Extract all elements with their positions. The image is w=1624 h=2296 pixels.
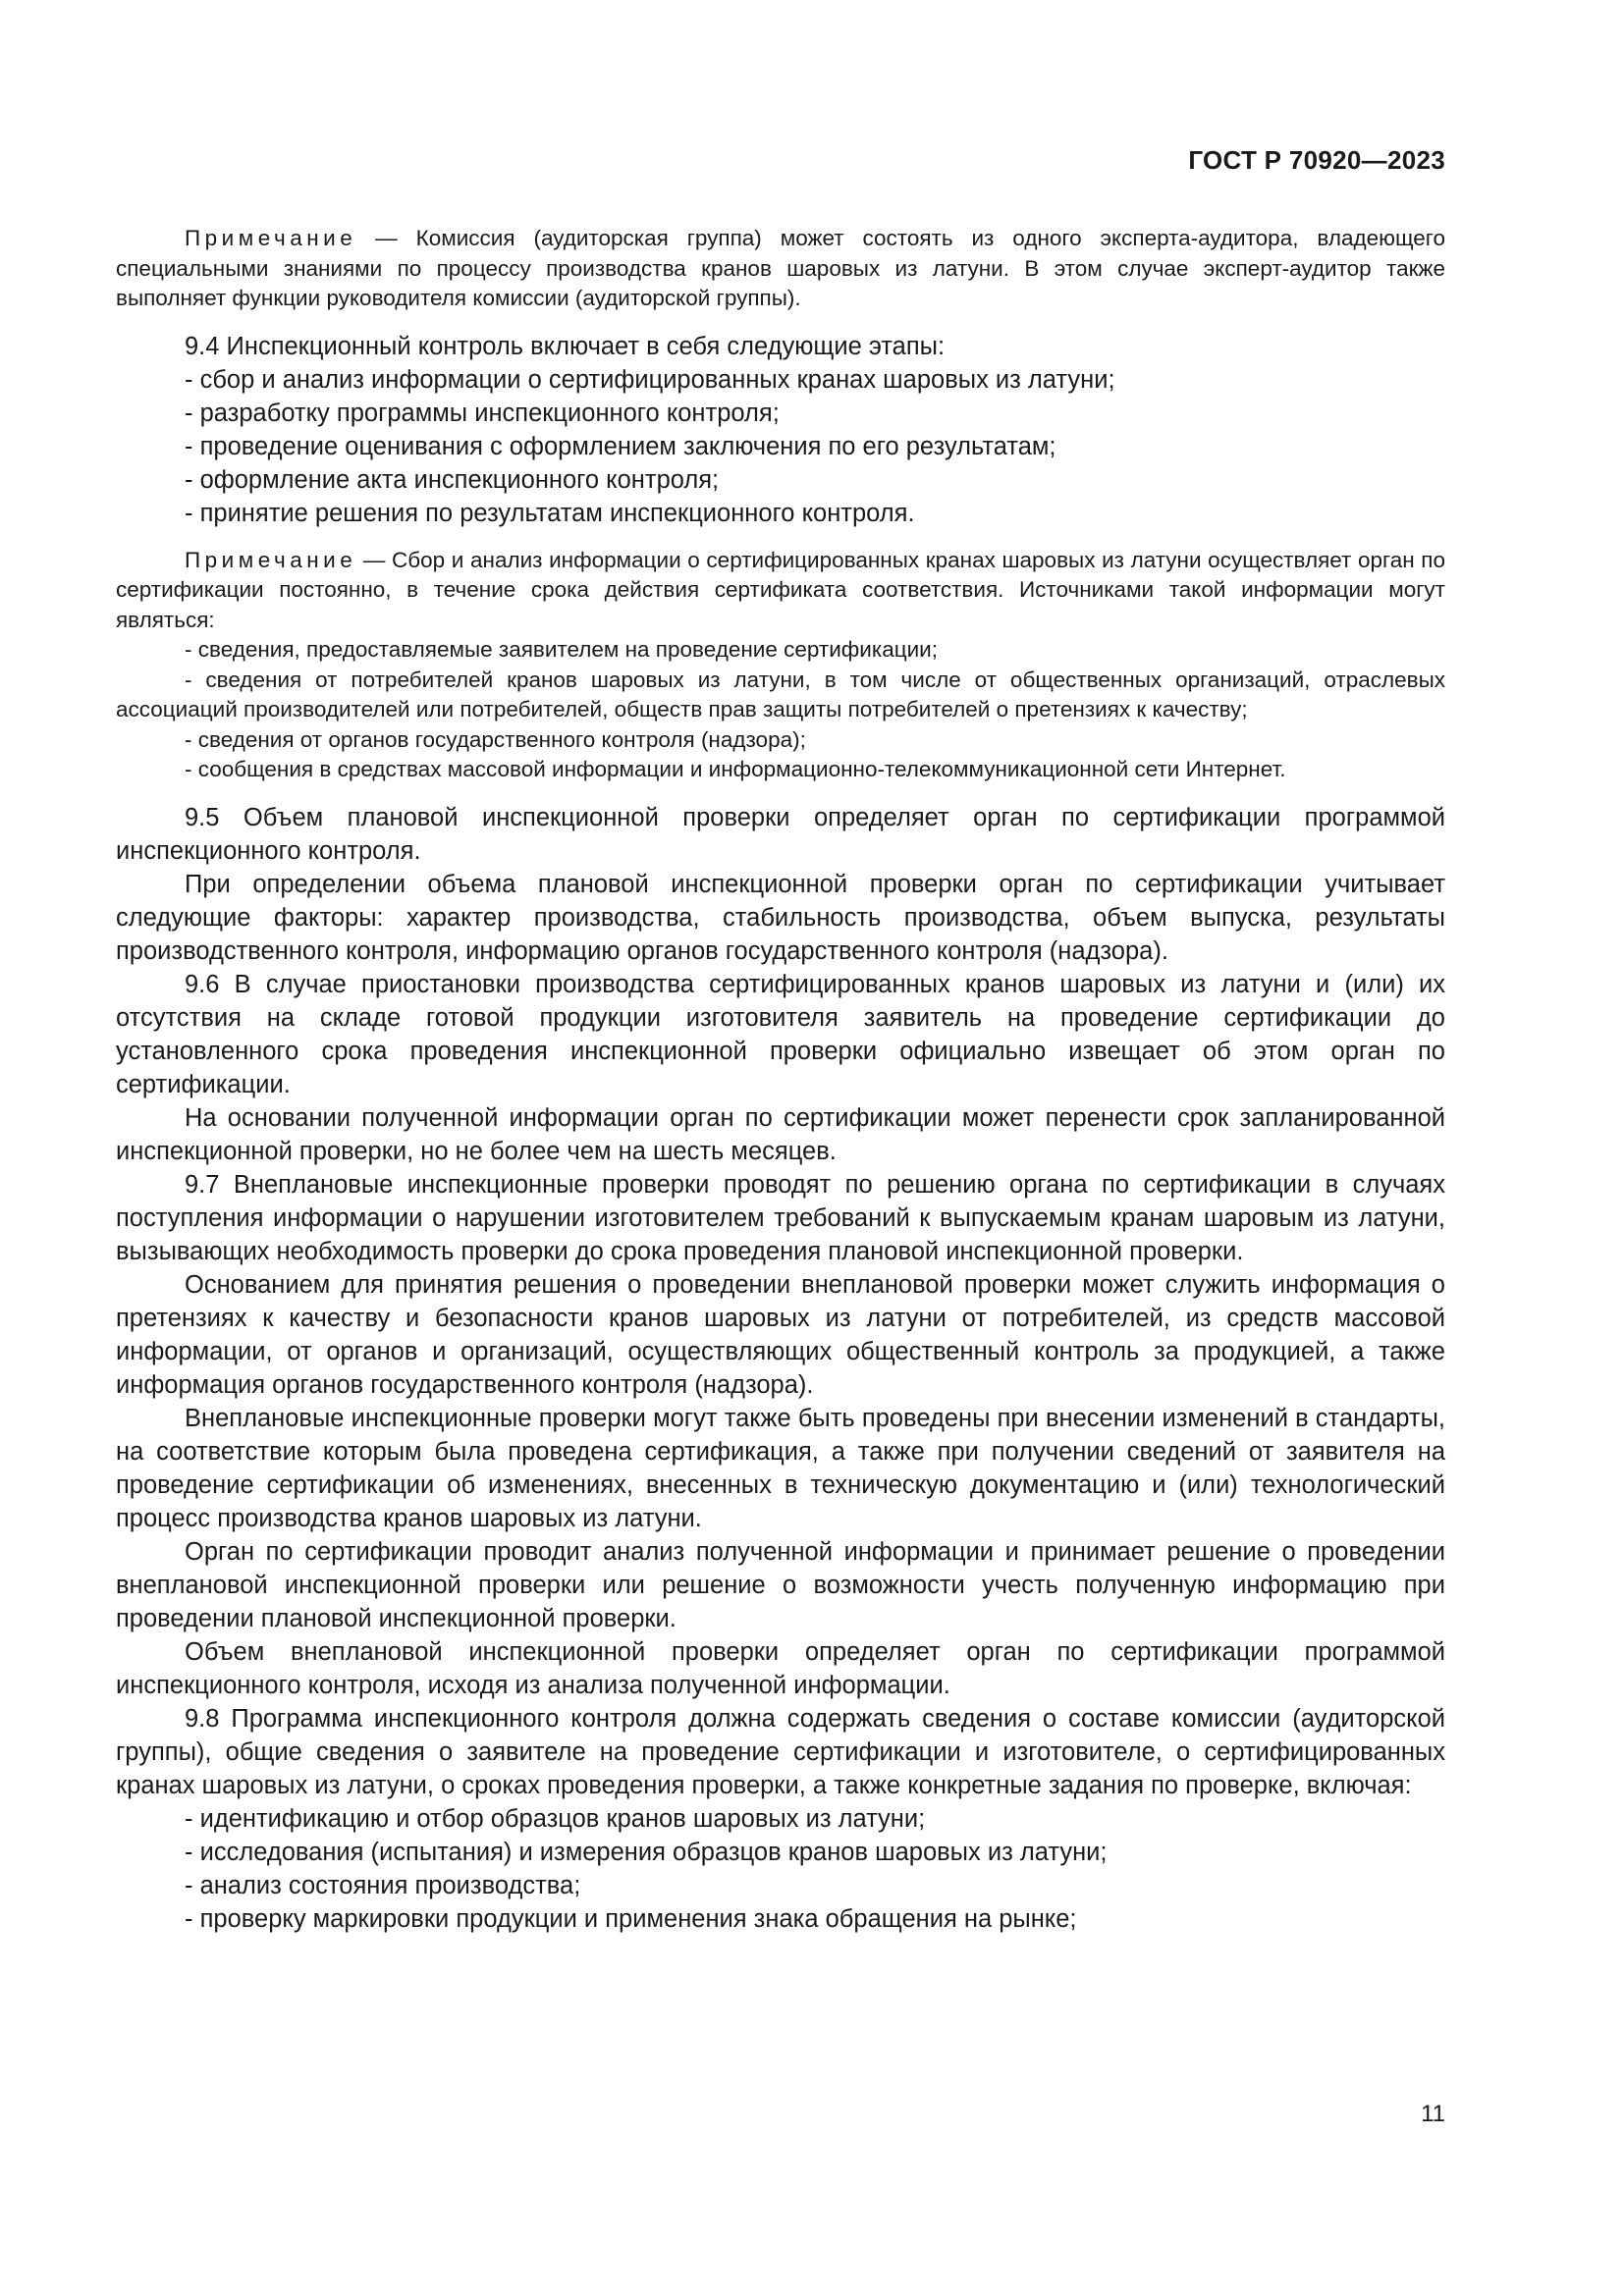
note-label: Примечание bbox=[185, 226, 357, 250]
note-list-item: - сведения от потребителей кранов шаровых из латуни, в том числе от общественных организаций, отраслевых ассоциаций производителей или потребителей, обществ прав защиты потребителей о претензиях к качеству; bbox=[116, 667, 1445, 721]
note-label: Примечание bbox=[185, 547, 357, 572]
list-item: - проведение оценивания с оформлением заключения по его результатам; bbox=[185, 432, 1056, 460]
section-9-8: 9.8 Программа инспекционного контроля должна содержать сведения о составе комиссии (аудиторской группы), общие сведения о заявителе на проведение сертификации и изготовителе, о сертифицированных кранах шаровых из латуни, о сроках проведения проверки, а также конкретные задания по проверке, включая: bbox=[116, 1704, 1445, 1799]
paragraph: При определении объема плановой инспекционной проверки орган по сертификации учитывает следующие факторы: характер производства, стабильность производства, объем выпуска, результаты производственного контроля, информацию органов государственного контроля (надзора). bbox=[116, 870, 1445, 965]
note-text: — Сбор и анализ информации о сертифицированных кранах шаровых из латуни осуществляет орган по сертификации постоянно, в течение срока действия сертификата соответствия. Источниками такой информации могут являться: bbox=[116, 547, 1445, 632]
list-item: - сбор и анализ информации о сертифицированных кранах шаровых из латуни; bbox=[185, 365, 1115, 394]
list-item: - разработку программы инспекционного контроля; bbox=[185, 399, 780, 427]
note-information-sources bbox=[116, 546, 1445, 636]
list-item: - принятие решения по результатам инспекционного контроля. bbox=[185, 499, 915, 527]
note-list-item: - сведения от органов государственного контроля (надзора); bbox=[185, 726, 806, 752]
note-list-item: - сообщения в средствах массовой информации и информационно-телекоммуникационной сети Интернет. bbox=[185, 757, 1286, 781]
section-9-4-intro: 9.4 Инспекционный контроль включает в себя следующие этапы: bbox=[185, 332, 946, 360]
list-item: - исследования (испытания) и измерения образцов кранов шаровых из латуни; bbox=[185, 1838, 1108, 1866]
section-9-7: 9.7 Внеплановые инспекционные проверки проводят по решению органа по сертификации в случаях поступления информации о нарушении изготовителем требований к выпускаемым кранам шаровым из латуни, вызывающих необходимость проверки до срока проведения плановой инспекционной проверки. bbox=[116, 1170, 1445, 1265]
page-number: 11 bbox=[1421, 2101, 1445, 2127]
list-item: - идентификацию и отбор образцов кранов шаровых из латуни; bbox=[185, 1804, 926, 1833]
paragraph: На основании полученной информации орган по сертификации может перенести срок запланированной инспекционной проверки, но не более чем на шесть месяцев. bbox=[116, 1103, 1445, 1165]
page-body bbox=[116, 224, 1445, 1936]
note-commission bbox=[116, 224, 1445, 314]
section-9-5: 9.5 Объем плановой инспекционной проверки определяет орган по сертификации программой инспекционного контроля. bbox=[116, 803, 1445, 865]
section-9-6: 9.6 В случае приостановки производства сертифицированных кранов шаровых из латуни и (или) их отсутствия на складе готовой продукции изготовителя заявитель на проведение сертификации до установленного срока проведения инспекционной проверки официально извещает об этом орган по сертификации. bbox=[116, 970, 1445, 1098]
list-item: - проверку маркировки продукции и применения знака обращения на рынке; bbox=[185, 1904, 1077, 1933]
paragraph: Объем внеплановой инспекционной проверки определяет орган по сертификации программой инспекционного контроля, исходя из анализа полученной информации. bbox=[116, 1637, 1445, 1699]
note-text: — Комиссия (аудиторская группа) может состоять из одного эксперта-аудитора, владеющего специальными знаниями по процессу производства кранов шаровых из латуни. В этом случае эксперт-аудитор также выполняет функции руководителя комиссии (аудиторской группы). bbox=[116, 226, 1445, 310]
paragraph: Основанием для принятия решения о проведении внеплановой проверки может служить информация о претензиях к качеству и безопасности кранов шаровых из латуни от потребителей, из средств массовой информации, от органов и организаций, осуществляющих общественный контроль за продукцией, а также информация органов государственного контроля (надзора). bbox=[116, 1270, 1445, 1399]
paragraph: Внеплановые инспекционные проверки могут также быть проведены при внесении изменений в стандарты, на соответствие которым была проведена сертификация, а также при получении сведений от заявителя на проведение сертификации об изменениях, внесенных в техническую документацию и (или) технологический процесс производства кранов шаровых из латуни. bbox=[116, 1404, 1445, 1532]
note-list-item: - сведения, предоставляемые заявителем на проведение сертификации; bbox=[185, 637, 938, 662]
paragraph: Орган по сертификации проводит анализ полученной информации и принимает решение о проведении внеплановой инспекционной проверки или решение о возможности учесть полученную информацию при проведении плановой инспекционной проверки. bbox=[116, 1537, 1445, 1632]
document-code: ГОСТ Р 70920—2023 bbox=[1188, 145, 1445, 175]
list-item: - оформление акта инспекционного контроля; bbox=[185, 465, 720, 494]
list-item: - анализ состояния производства; bbox=[185, 1871, 581, 1899]
